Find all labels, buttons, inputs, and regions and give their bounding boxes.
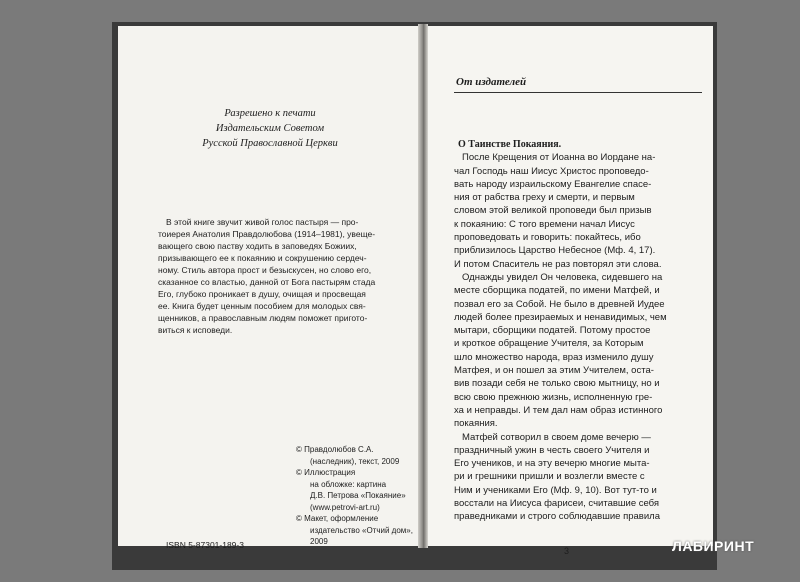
isbn: ISBN 5-87301-189-3 bbox=[166, 540, 244, 550]
copyright-line: 2009 bbox=[310, 537, 328, 546]
text-line: праведниками и строго соблюдавшие правила bbox=[454, 511, 660, 523]
text-line: приблизилось Царство Небесное (Мф. 4, 17). bbox=[454, 245, 656, 257]
text-line: Его учеников, и на эту вечерю многие мыта- bbox=[454, 458, 650, 470]
left-page bbox=[118, 26, 418, 550]
text-line: Матфей сотворил в своем доме вечерю — bbox=[462, 431, 651, 443]
text-line: всю свою прежнюю жизнь, исполненную гре- bbox=[454, 391, 653, 403]
text-line: ри и грешники пришли и возлегли вместе с bbox=[454, 471, 645, 483]
page-number: 3 bbox=[564, 546, 570, 556]
copyright-line: на обложке: картина bbox=[310, 479, 387, 489]
text-line: чал Господь наш Иисус Христос проповедо- bbox=[454, 165, 649, 177]
text-line: праздничный ужин в честь своего Учителя и bbox=[454, 444, 650, 456]
chapter-heading: О Таинстве Покаяния. bbox=[458, 139, 562, 150]
text-line: мытари, сборщики податей. Потому простое bbox=[454, 325, 651, 337]
text-line: Ним и учениками Его (Мф. 9, 10). Вот тут-то и bbox=[454, 484, 657, 496]
annotation-line: В этой книге звучит живой голос пастыря — про- bbox=[166, 217, 359, 227]
text-line: ния от рабства греху и смерти, и первым bbox=[454, 192, 635, 204]
text-line: проповедовать и говорить: покайтесь, ибо bbox=[454, 232, 641, 244]
book-annotation bbox=[158, 216, 403, 336]
text-line: шло множество народа, враз изменило душу bbox=[454, 351, 654, 363]
permission-line: Разрешено к печати bbox=[224, 108, 316, 119]
text-line: людей более презираемых и ненавидимых, чем bbox=[454, 311, 667, 323]
annotation-line: вающего свою паству ходить в заповедях Божиих, bbox=[158, 241, 357, 251]
text-line: позвал его за Собой. Не было в древней Иудее bbox=[454, 298, 665, 310]
copyright-block bbox=[296, 444, 416, 548]
text-line: к покаянию: С того времени начал Иисус bbox=[454, 218, 635, 230]
text-line: вать народу израильскому Евангелие спасе- bbox=[454, 178, 652, 190]
text-line: Однажды увидел Он человека, сидевшего на bbox=[462, 271, 663, 283]
annotation-line: тоиерея Анатолия Правдолюбова (1914–1981), увеще- bbox=[158, 229, 376, 239]
watermark-logo: ЛАБИРИНТ bbox=[672, 538, 755, 554]
section-title: От издателей bbox=[456, 76, 527, 88]
text-line: покаяния. bbox=[454, 418, 498, 430]
section-rule bbox=[454, 92, 702, 93]
annotation-line: щенников, а православным людям поможет пригото- bbox=[158, 313, 368, 323]
text-line: ха и неправды. И тем дал нам образ истинного bbox=[454, 404, 663, 416]
text-line: И потом Спаситель не раз повторял эти слова. bbox=[454, 258, 662, 270]
permission-imprint bbox=[170, 106, 370, 151]
annotation-line: сказанное со властью, данной от Бога пастырям стада bbox=[158, 277, 376, 287]
permission-line: Издательским Советом bbox=[215, 123, 325, 134]
text-line: Матфея, и он пошел за этим Учителем, оста- bbox=[454, 365, 654, 377]
annotation-line: ному. Стиль автора прост и безыскусен, но слово его, bbox=[158, 265, 372, 275]
annotation-line: призывающего ее к покаянию и сокрушению сердеч- bbox=[158, 253, 367, 263]
text-line: месте сборщика податей, по имени Матфей, и bbox=[454, 285, 660, 297]
text-line: и кроткое обращение Учителя, за Которым bbox=[454, 338, 644, 350]
chapter-text bbox=[454, 138, 704, 524]
copyright-line: © Правдолюбов С.А. bbox=[296, 445, 374, 454]
copyright-line: © Макет, оформление bbox=[296, 514, 379, 523]
annotation-line: Его, глубоко проникает в душу, очищая и просвещая bbox=[158, 289, 366, 299]
right-page bbox=[428, 26, 713, 556]
copyright-line: (наследник), текст, 2009 bbox=[310, 456, 400, 466]
text-line: восстали на Иисуса фарисеи, считавшие себя bbox=[454, 498, 660, 510]
text-line: После Крещения от Иоанна во Иордане на- bbox=[462, 152, 656, 164]
copyright-line: издательство «Отчий дом», bbox=[310, 525, 413, 535]
copyright-line: (www.petrovi-art.ru) bbox=[310, 502, 380, 512]
copyright-line: Д.В. Петрова «Покаяние» bbox=[310, 491, 406, 500]
copyright-line: © Иллюстрация bbox=[296, 468, 356, 477]
annotation-line: ее. Книга будет ценным пособием для молодых свя- bbox=[158, 301, 366, 311]
annotation-line: виться к исповеди. bbox=[158, 325, 233, 335]
book-gutter bbox=[418, 24, 428, 548]
permission-line: Русской Православной Церкви bbox=[202, 138, 338, 149]
text-line: вив позади себя не только свою мытницу, но и bbox=[454, 378, 660, 390]
text-line: словом этой великой проповеди был призыв bbox=[454, 205, 652, 217]
